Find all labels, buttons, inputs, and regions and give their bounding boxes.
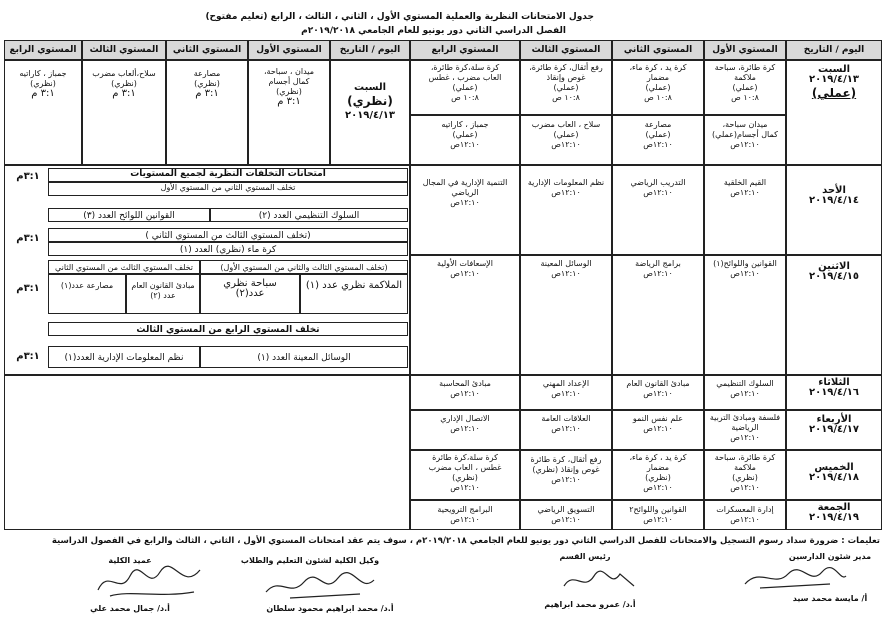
day-4-level-2 [612,450,704,500]
sat-right-level-4-a [410,60,520,115]
makeup-c4b: عدد(٢) [235,288,265,299]
day-3-level-3 [520,410,612,450]
cell-line: كرة سلة،كرة طائرة [432,453,498,462]
cell-line: (عملي) [452,83,478,92]
cell-time: ١٠:٨ ص [644,93,672,102]
cell-line: (نظري) [452,473,478,482]
sat-right-type: (عملي) [811,86,857,100]
cell-time: ١٢:١٠ص [450,389,480,398]
cell-time: ٣:١ م [195,88,219,99]
makeup-time-4: ٣:١م [16,351,40,362]
day-name: الاثنين [818,261,850,272]
cell-time: ١٢:١٠ص [551,475,581,484]
cell-time: ١٢:١٠ص [450,515,480,524]
day-5-level-2 [612,500,704,530]
cell-line: (عملي) [645,83,671,92]
cell-time: ١٢:١٠ص [551,515,581,524]
day-2-level-4 [410,375,520,410]
day-date: ٢٠١٩/٤/١٤ [808,195,860,206]
cell-line: السلوك التنظيمي [716,379,774,388]
signer-2-title: رئيس القسم [559,552,611,561]
sat-left-level-3 [82,60,166,165]
cell-line: مضمار [646,463,670,472]
cell-line: التنمية الإدارية في المجال [422,178,508,187]
signer-3-name: أ.د/ محمد ابراهيم محمود سلطان [266,604,394,613]
makeup-c-left: تخلف المستوي الثالث من المستوي الثاني [48,260,200,274]
left-header-level-4: المستوي الرابع [4,40,82,60]
cell-line: كرة يد ، كرة ماء، [629,63,687,72]
cell-time: ٣:١ م [112,88,136,99]
cell-time: ١٢:١٠ص [450,269,480,278]
signature-1 [740,562,850,592]
sat-left-type: (نظري) [347,94,393,108]
header-day-date: اليوم / التاريخ [786,40,882,60]
sat-left-day-cell [330,60,410,165]
sat-right-level-3-a [520,60,612,115]
day-2-level-1 [704,375,786,410]
signer-3-title: وكيل الكلية لشئون التعليم والطلاب [240,556,380,565]
day-0-level-4 [410,165,520,255]
day-row-4 [786,450,882,500]
makeup-time-1: ٣:١م [16,171,40,182]
day-0-level-1 [704,165,786,255]
day-row-0 [786,165,882,255]
cell-line: القوانين واللوائح(١) [713,259,777,268]
cell-line: مصارعة [644,120,672,129]
sat-right-level-4-b [410,115,520,165]
cell-time: ١٢:١٠ص [643,389,673,398]
cell-time: ١٠:٨ ص [731,93,759,102]
cell-line: القيم الخلقية [723,178,767,187]
left-empty-area [4,375,410,530]
day-5-level-3 [520,500,612,530]
sat-left-level-1 [248,60,330,165]
sat-right-date: ٢٠١٩/٤/١٣ [808,74,860,85]
title-line1: جدول الامتحانات النظرية والعملية المستوي الأول ، الثاني ، الثالث ، الرابع (تعليم مفتوح) [205,12,594,22]
cell-line: غطس ، العاب مضرب [428,463,502,472]
cell-line: (عملي) [553,83,579,92]
cell-time: ١٢:١٠ص [730,269,760,278]
day-row-5 [786,500,882,530]
cell-time: ٣:١ م [277,96,301,107]
cell-time: ٣:١ م [31,88,55,99]
cell-line: (نظري) [645,473,671,482]
header-level-4: المستوي الرابع [410,40,520,60]
day-name: الأربعاء [816,414,852,425]
signature-4 [90,562,210,602]
cell-line: ملاكمة [734,73,756,82]
day-2-level-2 [612,375,704,410]
cell-time: ١٢:١٠ص [450,424,480,433]
cell-line: كرة طائرة، سباحة [714,63,776,72]
cell-line: البرامج الترويحية [437,505,493,514]
footer-note: تعليمات : ضرورة سداد رسوم التسجيل والامتحانات للفصل الدراسي الثاني دور يونيو للعام الجامعي ٢٠١٩/٢٠١٨م ، سوف يتم عقد امتحانات المستوي الأول ، الثاني ، الثالث والرابع في الفصول الدراسية [51,536,880,546]
signature-2 [560,566,640,596]
makeup-time-3: ٣:١م [16,283,40,294]
cell-time: ١٢:١٠ص [730,188,760,197]
header-level-2: المستوي الثاني [612,40,704,60]
sat-left-day: السبت [353,82,387,93]
cell-time: ١٢:١٠ص [643,424,673,433]
cell-line: التسويق الرياضي [537,505,595,514]
cell-line: كمال أجسام(عملي) [712,130,778,139]
makeup-c4: سباحة نظري [223,278,277,289]
left-header-level-3: المستوي الثالث [82,40,166,60]
cell-line: ميدان سباحة، [722,120,768,129]
day-date: ٢٠١٩/٤/١٩ [808,512,860,523]
cell-line: الإسعافات الأولية [437,259,493,268]
left-header-level-2: المستوي الثاني [166,40,248,60]
signer-1-title: مدير شئون الدارسين [788,552,872,561]
day-name: الأحد [822,185,846,196]
cell-line: جمباز ، كاراتيه [19,69,67,78]
day-date: ٢٠١٩/٤/١٧ [808,424,860,435]
cell-time: ١٢:١٠ص [450,483,480,492]
signer-1-name: أ/ مايسة محمد سيد [792,594,868,603]
day-name: الخميس [814,462,854,473]
cell-time: ١٢:١٠ص [730,389,760,398]
cell-line: جمباز ، كاراتيه [441,120,489,129]
day-name: الجمعة [817,502,851,513]
cell-line: (عملي) [553,130,579,139]
makeup-title: امتحانات التخلفات النظرية لجميع المستويات [48,168,408,182]
makeup-c1: مبادئ القانون العام [131,281,195,290]
cell-line: (عملي) [452,130,478,139]
cell-line: ميدان ، سباحة، [263,67,315,76]
cell-time: ١٢:١٠ص [551,140,581,149]
day-date: ٢٠١٩/٤/١٦ [808,387,860,398]
day-row-3 [786,410,882,450]
cell-line: الوسائل المعينة [540,259,592,268]
sat-right-level-1-a [704,60,786,115]
signer-4-name: أ.د/ جمال محمد علي [90,604,170,613]
cell-line: نظم المعلومات الإدارية [527,178,605,187]
cell-line: الاتصال الإداري [440,414,490,423]
makeup-c3: الملاكمة نظري عدد (١) [305,280,403,291]
sat-left-level-4 [4,60,82,165]
signer-4-title: عميد الكلية [108,556,152,565]
cell-line: برامج الرياضة [635,259,681,268]
makeup-d1: تخلف المستوي الرابع من المستوي الثالث [48,322,408,336]
day-date: ٢٠١٩/٤/١٨ [808,472,860,483]
cell-time: ١٢:١٠ص [643,140,673,149]
day-4-level-3 [520,450,612,500]
day-row-2 [786,375,882,410]
makeup-a2: السلوك التنظيمي العدد (٢) [210,208,408,222]
makeup-c2-cell [48,274,126,314]
day-1-level-4 [410,255,520,375]
header-level-1: المستوي الأول [704,40,786,60]
signature-3 [260,568,380,602]
cell-time: ١٢:١٠ص [730,483,760,492]
cell-line: (عملي) [732,83,758,92]
day-3-level-1 [704,410,786,450]
day-1-level-1 [704,255,786,375]
day-4-level-1 [704,450,786,500]
cell-line: الرياضية [731,423,759,432]
cell-line: الرياضي [451,188,479,197]
cell-line: غوص وإنقاذ [546,73,586,82]
cell-line: التدريب الرياضي [630,178,686,187]
cell-line: سلاح،ألعاب مضرب [92,69,156,78]
cell-line: كرة طائرة، سباحة [714,453,776,462]
cell-line: مبادئ القانون العام [626,379,690,388]
cell-time: ١٠:٨ ص [451,93,479,102]
cell-line: كرة سلة،كرة طائرة، [430,63,500,72]
cell-time: ١٢:١٠ص [551,269,581,278]
makeup-d2: الوسائل المعينة العدد (١) [200,346,408,368]
cell-line: (نظري) [111,79,137,88]
cell-line: مبادئ المحاسبة [439,379,491,388]
cell-time: ١٢:١٠ص [551,188,581,197]
cell-line: رفع أثقال، كرة طائرة، [529,63,603,72]
day-2-level-3 [520,375,612,410]
makeup-a1: تخلف المستوي الثاني من المستوي الأول [48,182,408,196]
cell-time: ١٢:١٠ص [643,269,673,278]
sat-right-day: السبت [817,64,851,75]
makeup-c4-cell [200,274,300,314]
cell-line: (نظري) [30,79,56,88]
cell-time: ١٢:١٠ص [730,433,760,442]
title-line2: الفصل الدراسي الثاني دور يونيو للعام الجامعي ٢٠١٩/٢٠١٨م [301,26,566,36]
cell-line: (نظري) [732,473,758,482]
sat-right-day-cell [786,60,882,165]
cell-time: ١٢:١٠ص [730,140,760,149]
makeup-c3-cell [300,274,408,314]
cell-line: العاب مضرب ، غطس [428,73,502,82]
makeup-b1: (تخلف المستوي الثالث من المستوي الثاني ) [48,228,408,242]
cell-time: ١٢:١٠ص [643,188,673,197]
sat-right-level-2-a [612,60,704,115]
cell-line: الإعداد المهني [542,379,590,388]
cell-line: (عملي) [645,130,671,139]
header-level-3: المستوي الثالث [520,40,612,60]
cell-line: مصارعة [193,69,221,78]
sat-left-level-2 [166,60,248,165]
makeup-c1-cell [126,274,200,314]
makeup-b2: كرة ماء (نظري) العدد (١) [48,242,408,256]
cell-line: سلاح ، العاب مضرب [531,120,601,129]
cell-time: ١٢:١٠ص [730,515,760,524]
signer-2-name: أ.د/ عمرو محمد ابراهيم [544,600,636,609]
cell-line: فلسفة ومبادئ التربية [709,413,781,422]
cell-time: ١٢:١٠ص [643,515,673,524]
day-0-level-2 [612,165,704,255]
day-3-level-2 [612,410,704,450]
cell-line: إدارة المعسكرات [716,505,774,514]
day-0-level-3 [520,165,612,255]
sat-left-date: ٢٠١٩/٤/١٣ [344,110,396,121]
cell-time: ١٢:١٠ص [551,389,581,398]
makeup-c1b: عدد (٢) [150,291,176,300]
makeup-c-right: (تخلف المستوي الثالث والثاني من المستوي الأول) [200,260,408,274]
makeup-time-2: ٣:١م [16,233,40,244]
cell-line: ملاكمة [734,463,756,472]
day-5-level-1 [704,500,786,530]
sat-right-level-1-b [704,115,786,165]
day-4-level-4 [410,450,520,500]
day-row-1 [786,255,882,375]
cell-line: (نظري) [276,87,302,96]
sat-right-level-3-b [520,115,612,165]
cell-time: ١٢:١٠ص [643,483,673,492]
cell-line: غوص وإنقاذ (نظري) [532,465,600,474]
makeup-a3: القوانين اللوائح العدد (٣) [48,208,210,222]
day-1-level-2 [612,255,704,375]
day-name: الثلاثاء [818,377,850,388]
cell-time: ١٢:١٠ص [450,198,480,207]
cell-line: كرة يد ، كرة ماء، [629,453,687,462]
makeup-c2: مصارعة عدد(١) [60,281,114,290]
cell-time: ١٢:١٠ص [551,424,581,433]
cell-line: القوانين واللوائح٢ [629,505,687,514]
day-3-level-4 [410,410,520,450]
cell-time: ١٢:١٠ص [450,140,480,149]
cell-line: مضمار [646,73,670,82]
day-5-level-4 [410,500,520,530]
left-header-level-1: المستوي الأول [248,40,330,60]
cell-line: (نظري) [194,79,220,88]
left-header-day-date: اليوم / التاريخ [330,40,410,60]
cell-line: العلاقات العامة [541,414,591,423]
sat-right-level-2-b [612,115,704,165]
day-1-level-3 [520,255,612,375]
makeup-d3: نظم المعلومات الإدارية العدد(١) [48,346,200,368]
cell-line: علم نفس النمو [632,414,684,423]
cell-time: ١٠:٨ ص [552,93,580,102]
cell-line: كمال أجسام [268,77,310,86]
day-date: ٢٠١٩/٤/١٥ [808,271,860,282]
cell-line: رفع أثقال، كرة طائرة [530,455,602,464]
